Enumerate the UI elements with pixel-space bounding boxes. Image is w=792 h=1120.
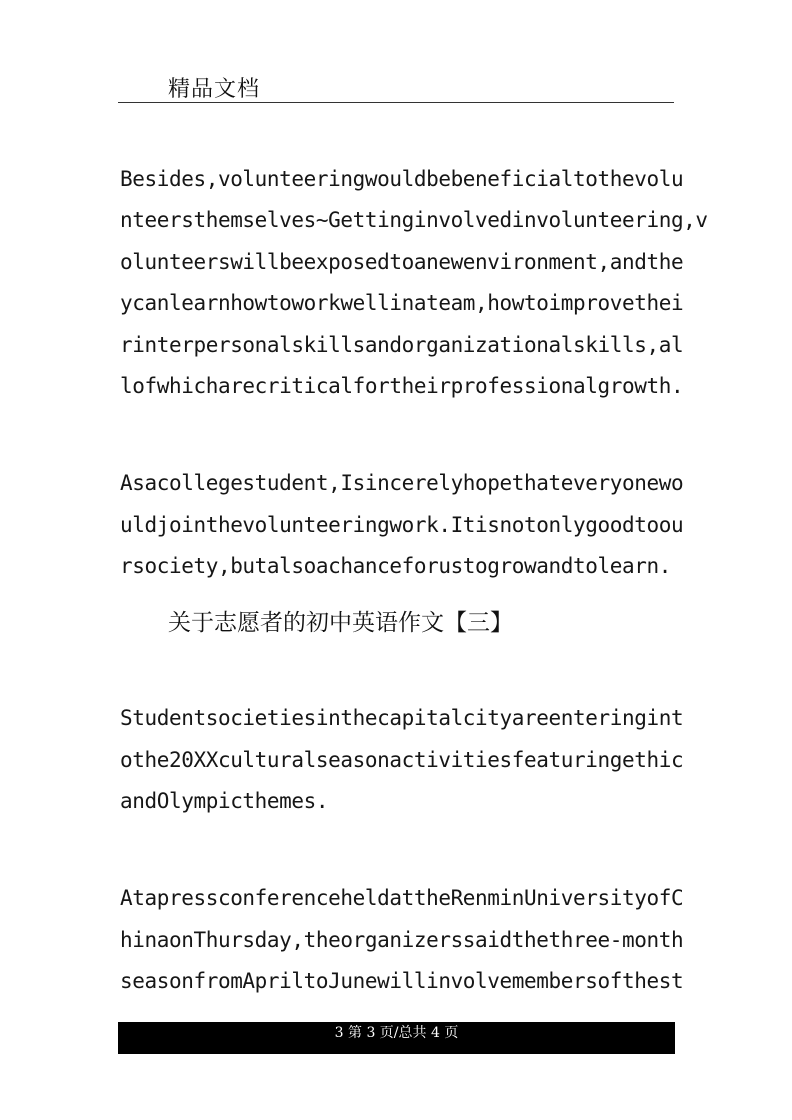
paragraph-1-line-4: ycanlearnhowtoworkwellinateam,howtoimprovethei: [120, 291, 684, 315]
paragraph-1-line-2: nteersthemselves~Gettinginvolvedinvolunteering,v: [120, 208, 708, 232]
paragraph-2-line-1: Asacollegestudent,Isincerelyhopethateveryonewo: [120, 471, 684, 495]
paragraph-3-line-2: othe20XXculturalseasonactivitiesfeaturingethic: [120, 748, 684, 772]
section-heading: 关于志愿者的初中英语作文【三】: [168, 610, 513, 636]
page-number-label: 3 第 3 页/总共 4 页: [334, 1025, 459, 1041]
paragraph-2-line-2: uldjointhevolunteeringwork.Itisnotonlygoodtoou: [120, 513, 684, 537]
paragraph-1-line-3: olunteerswillbeexposedtoanewenvironment,andthe: [120, 250, 684, 274]
paragraph-2-line-3: rsociety,butalsoachanceforustogrowandtolearn.: [120, 554, 671, 578]
paragraph-4-line-2: hinaonThursday,theorganizerssaidthethree-month: [120, 928, 684, 952]
paragraph-3-line-1: Studentsocietiesinthecapitalcityareenteringint: [120, 706, 684, 730]
paragraph-4-line-3: seasonfromApriltoJunewillinvolvemembersofthest: [120, 969, 684, 993]
page-header: [118, 70, 674, 103]
paragraph-4-line-1: AtapressconferenceheldattheRenminUniversityofC: [120, 886, 684, 910]
paragraph-1-line-5: rinterpersonalskillsandorganizationalskills,al: [120, 333, 684, 357]
header-title: 精品文档: [168, 77, 261, 102]
paragraph-1-line-1: Besides,volunteeringwouldbebeneficialtothevolu: [120, 167, 684, 191]
paragraph-3-line-3: andOlympicthemes.: [120, 789, 329, 813]
paragraph-1-line-6: lofwhicharecriticalfortheirprofessionalgrowth.: [120, 374, 684, 398]
page-footer: [118, 1022, 675, 1054]
